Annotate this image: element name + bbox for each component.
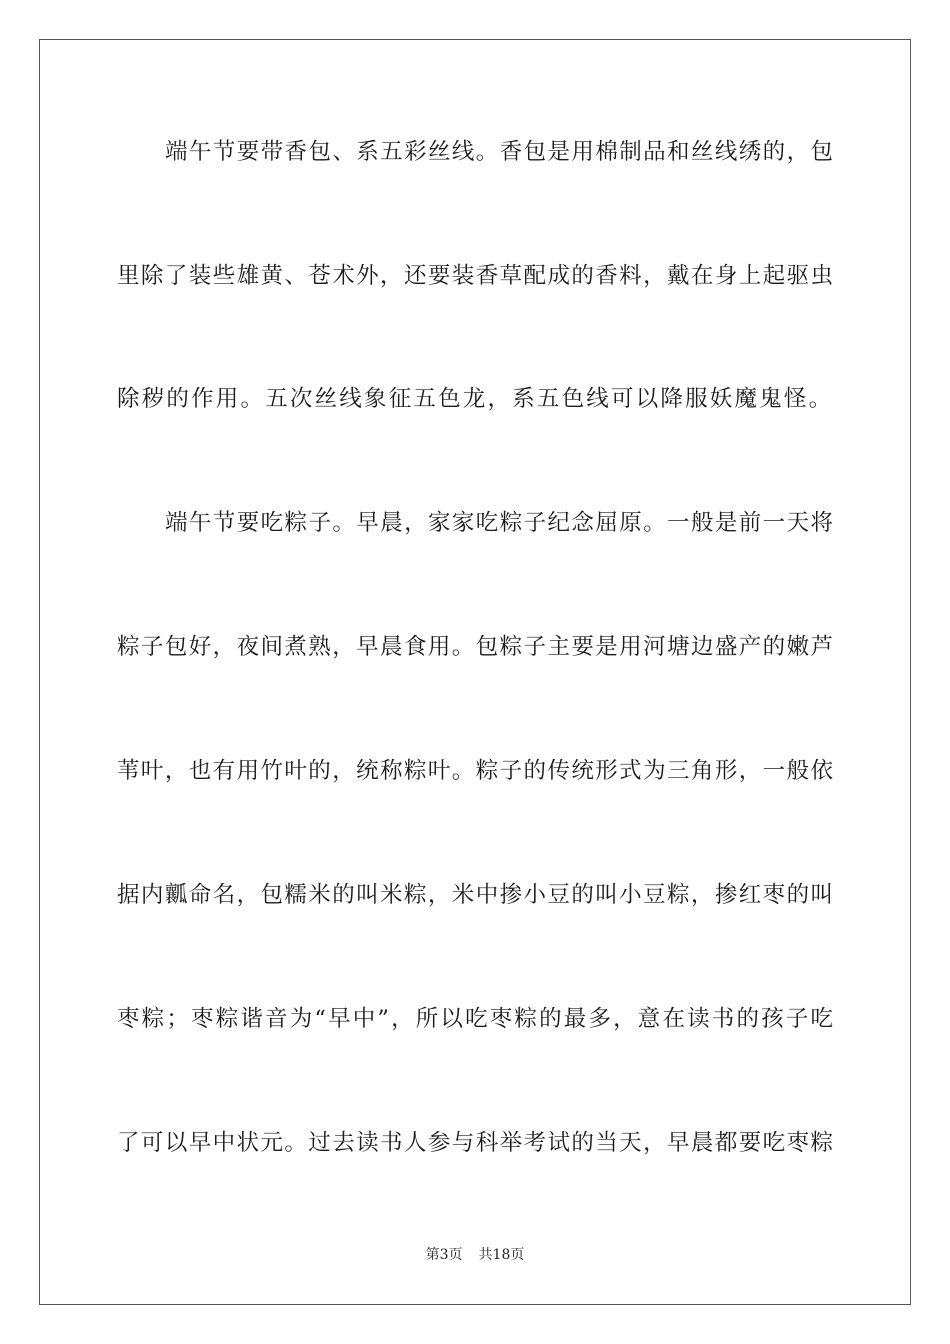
paragraph-line: 苇叶，也有用竹叶的，统称粽叶。粽子的传统形式为三角形，一般依 [117, 758, 833, 784]
page-border [39, 39, 911, 1305]
paragraph-line: 端午节要带香包、系五彩丝线。香包是用棉制品和丝线绣的，包 [165, 139, 833, 165]
paragraph-line: 端午节要吃粽子。早晨，家家吃粽子纪念屈原。一般是前一天将 [165, 510, 833, 536]
paragraph-line: 枣粽；枣粽谐音为“早中”，所以吃枣粽的最多，意在读书的孩子吃 [117, 1006, 833, 1032]
paragraph-line: 据内瓤命名，包糯米的叫米粽，米中掺小豆的叫小豆粽，掺红枣的叫 [117, 882, 833, 908]
page-number: 第3页 [425, 1247, 463, 1263]
page-footer [0, 1246, 950, 1264]
paragraph-line: 粽子包好，夜间煮熟，早晨食用。包粽子主要是用河塘边盛产的嫩芦 [117, 634, 833, 660]
paragraph-line: 了可以早中状元。过去读书人参与科举考试的当天，早晨都要吃枣粽 [117, 1130, 833, 1156]
paragraph-line: 里除了装些雄黄、苍术外，还要装香草配成的香料，戴在身上起驱虫 [117, 263, 833, 289]
paragraph-line: 除秽的作用。五次丝线象征五色龙，系五色线可以降服妖魔鬼怪。 [117, 386, 834, 412]
page-total: 共18页 [478, 1247, 525, 1263]
